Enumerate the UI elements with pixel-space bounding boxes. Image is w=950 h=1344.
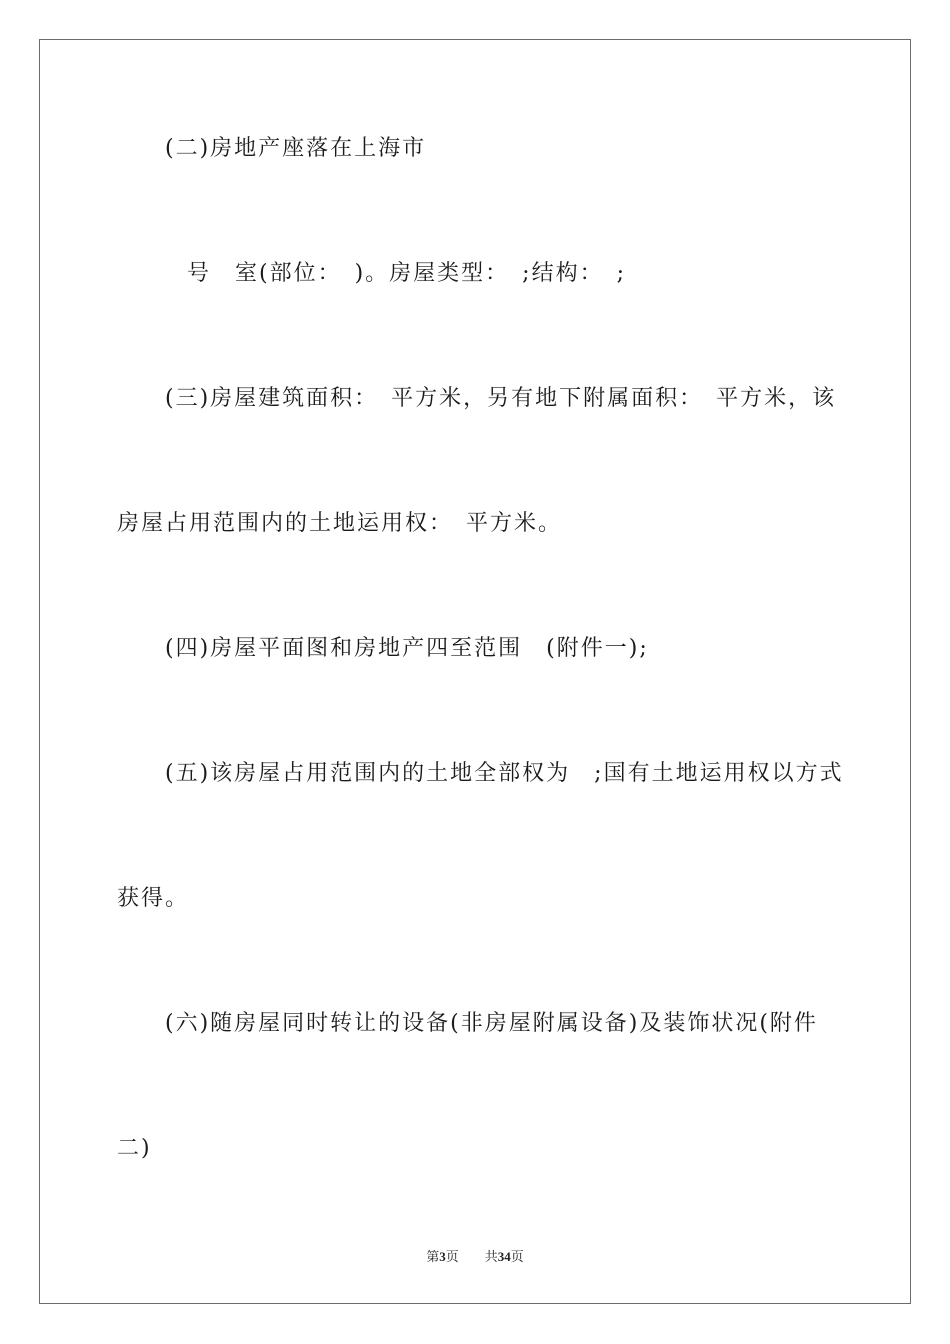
page-footer — [0, 1246, 950, 1265]
footer-total-suffix: 页 — [510, 1249, 524, 1264]
clause-2-line-2: 号 室(部位： )。房屋类型： ;结构： ; — [187, 261, 626, 286]
footer-page-number: 3 — [439, 1249, 446, 1264]
footer-total-pages: 34 — [497, 1249, 511, 1264]
clause-4-line-1: (四)房屋平面图和房地产四至范围 (附件一); — [165, 636, 649, 661]
clause-6-line-1: (六)随房屋同时转让的设备(非房屋附属设备)及装饰状况(附件 — [165, 1011, 818, 1036]
footer-page-suffix: 页 共 — [445, 1249, 498, 1264]
clause-5-line-2: 获得。 — [117, 886, 190, 911]
clause-5-line-1: (五)该房屋占用范围内的土地全部权为 ;国有土地运用权以方式 — [165, 761, 844, 786]
clause-3-line-1: (三)房屋建筑面积： 平方米，另有地下附属面积： 平方米，该 — [165, 386, 837, 411]
clause-2-line-1: (二)房地产座落在上海市 — [165, 136, 427, 161]
footer-page-prefix: 第 — [426, 1249, 440, 1264]
page-border — [39, 39, 911, 1304]
clause-3-line-2: 房屋占用范围内的土地运用权： 平方米。 — [117, 511, 563, 536]
clause-6-line-2: 二) — [117, 1136, 152, 1161]
